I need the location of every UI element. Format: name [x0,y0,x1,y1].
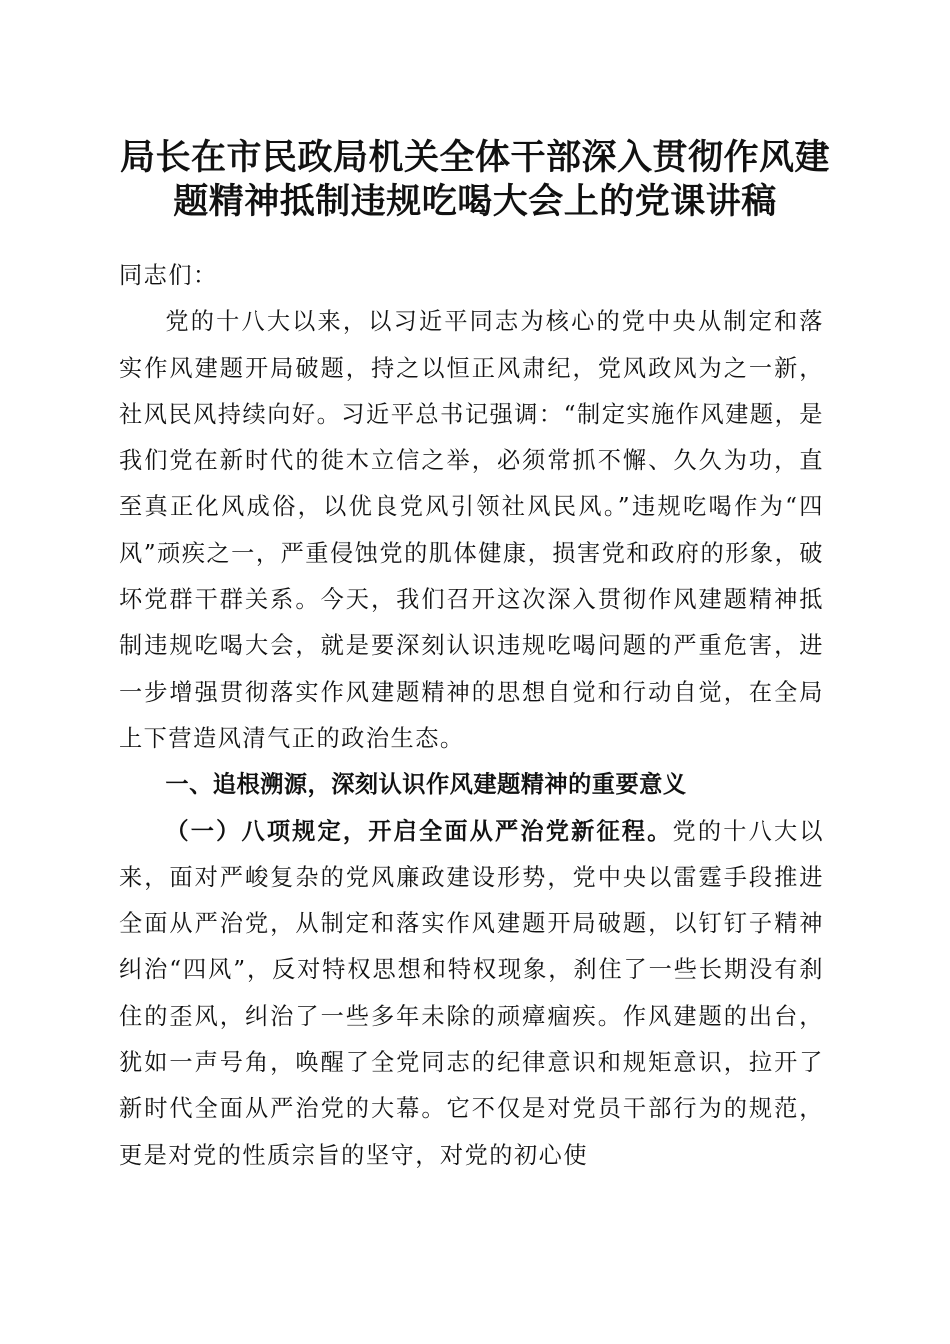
subsection-text-1: 党的十八大以来，面对严峻复杂的党风廉政建设形势，党中央以雷霆手段推进全面从严治党，从制定和落实作风建题开局破题，以钉钉子精神纠治“四风”，反对特权思想和特权现象，刹住了一些长期没有刹住的歪风，纠治了一些多年未除的顽瘴痼疾。作风建题的出台，犹如一声号角，唤醒了全党同志的纪律意识和规矩意识，拉开了新时代全面从严治党的大幕。它不仅是对党员干部行为的规范，更是对党的性质宗旨的坚守，对党的初心使 [119,817,825,1169]
paragraph-subsection-1 [119,809,824,1179]
paragraph-intro: 党的十八大以来，以习近平同志为核心的党中央从制定和落实作风建题开局破题，持之以恒正风肃纪，党风政风为之一新，社风民风持续向好。习近平总书记强调：“制定实施作风建题，是我们党在新时代的徙木立信之举，必须常抓不懈、久久为功，直至真正化风成俗，以优良党风引领社风民风。”违规吃喝作为“四风”顽疾之一，严重侵蚀党的肌体健康，损害党和政府的形象，破坏党群干群关系。今天，我们召开这次深入贯彻作风建题精神抵制违规吃喝大会，就是要深刻认识违规吃喝问题的严重危害，进一步增强贯彻落实作风建题精神的思想自觉和行动自觉，在全局上下营造风清气正的政治生态。 [119,308,824,752]
salutation: 同志们： [119,262,218,289]
title-line-1: 局长在市民政局机关全体干部深入贯彻作风建 [119,138,830,178]
title-line-2: 题精神抵制违规吃喝大会上的党课讲稿 [173,182,777,222]
section-heading-1: 一、追根溯源，深刻认识作风建题精神的重要意义 [165,771,687,799]
document-title [100,136,850,224]
document-body [119,253,824,1179]
subsection-heading-1: （一）八项规定，开启全面从严治党新征程。 [165,817,673,845]
